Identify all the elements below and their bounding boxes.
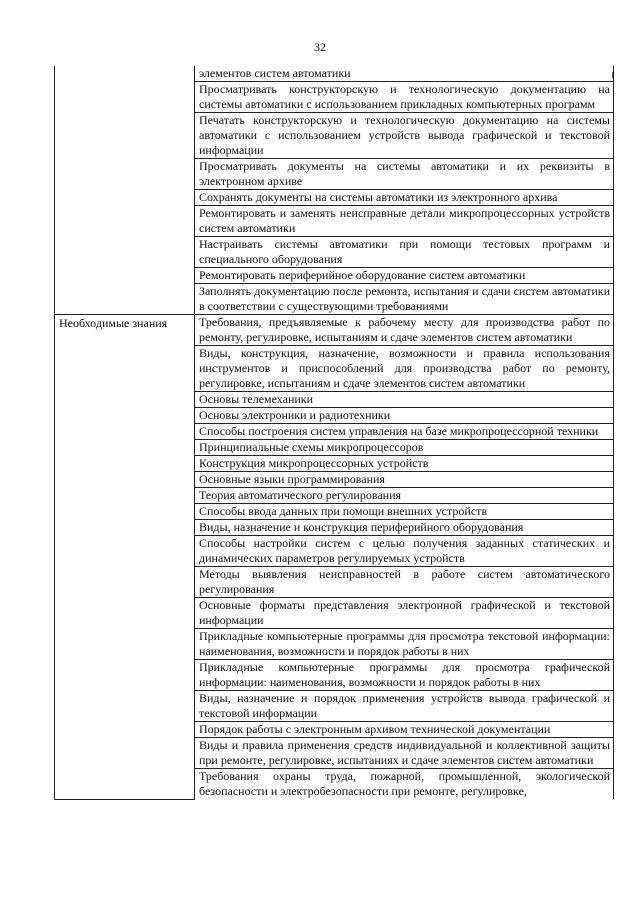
requirement-item: элементов систем автоматики [195, 66, 614, 82]
table-row [55, 66, 614, 82]
requirement-item: Конструкция микропроцессорных устройств [195, 456, 614, 472]
requirement-item: Принципиальные схемы микропроцессоров [195, 440, 614, 456]
section-label-cell [55, 66, 195, 315]
page-number: 32 [314, 40, 326, 54]
section-label [59, 66, 191, 67]
section-label-cell [55, 315, 195, 800]
requirement-item: Сохранять документы на системы автоматики из электронного архива [195, 190, 614, 206]
requirement-item: Способы ввода данных при помощи внешних устройств [195, 504, 614, 520]
requirement-item: Требования охраны труда, пожарной, промышленной, экологической безопасности и электробезопасности при ремонте, регулировке, [195, 769, 614, 800]
requirement-item: Ремонтировать периферийное оборудование систем автоматики [195, 268, 614, 284]
requirement-item: Просматривать конструкторскую и технологическую документацию на системы автоматики с использованием прикладных компьютерных программ [195, 82, 614, 113]
requirement-item: Способы построения систем управления на базе микропроцессорной техники [195, 424, 614, 440]
requirement-item: Способы настройки систем с целью получения заданных статических и динамических параметров регулируемых устройств [195, 536, 614, 567]
requirement-item: Методы выявления неисправностей в работе систем автоматического регулирования [195, 567, 614, 598]
requirement-item: Виды и правила применения средств индивидуальной и коллективной защиты при ремонте, регулировке, испытаниях и сдаче элементов систем автоматики [195, 738, 614, 769]
requirement-item: Виды, конструкция, назначение, возможности и правила использования инструментов и приспособлений для производства работ по ремонту, регулировке, испытаниям и сдаче элементов систем автоматики [195, 346, 614, 392]
section-label: Необходимые знания [59, 316, 168, 330]
requirement-item: Теория автоматического регулирования [195, 488, 614, 504]
requirement-item: Основы электроники и радиотехники [195, 408, 614, 424]
requirement-item: Основные форматы представления электронной графической и текстовой информации [195, 598, 614, 629]
requirement-item: Прикладные компьютерные программы для просмотра графической информации: наименования, возможности и порядок работы в них [195, 660, 614, 691]
requirement-item: Прикладные компьютерные программы для просмотра текстовой информации: наименования, возможности и порядок работы в них [195, 629, 614, 660]
requirement-item: Основные языки программирования [195, 472, 614, 488]
requirement-item: Виды, назначение и порядок применения устройств вывода графической и текстовой информации [195, 691, 614, 722]
requirement-item: Просматривать документы на системы автоматики и их реквизиты в электронном архиве [195, 159, 614, 190]
requirement-item: Основы телемеханики [195, 392, 614, 408]
requirement-item: Заполнять документацию после ремонта, испытания и сдачи систем автоматики в соответствии с существующими требованиями [195, 284, 614, 315]
requirement-item: Требования, предъявляемые к рабочему месту для производства работ по ремонту, регулировке, испытаниям и сдаче элементов систем автоматики [195, 315, 614, 346]
requirements-table [54, 66, 614, 800]
table-row [55, 315, 614, 346]
requirement-item: Порядок работы с электронным архивом технической документации [195, 722, 614, 738]
requirement-item: Настраивать системы автоматики при помощи тестовых программ и специального оборудования [195, 237, 614, 268]
requirement-item: Печатать конструкторскую и технологическую документацию на системы автоматики с использованием устройств вывода графической и текстовой информации [195, 113, 614, 159]
requirement-item: Виды, назначение и конструкция периферийного оборудования [195, 520, 614, 536]
requirement-item: Ремонтировать и заменять неисправные детали микропроцессорных устройств систем автоматики [195, 206, 614, 237]
